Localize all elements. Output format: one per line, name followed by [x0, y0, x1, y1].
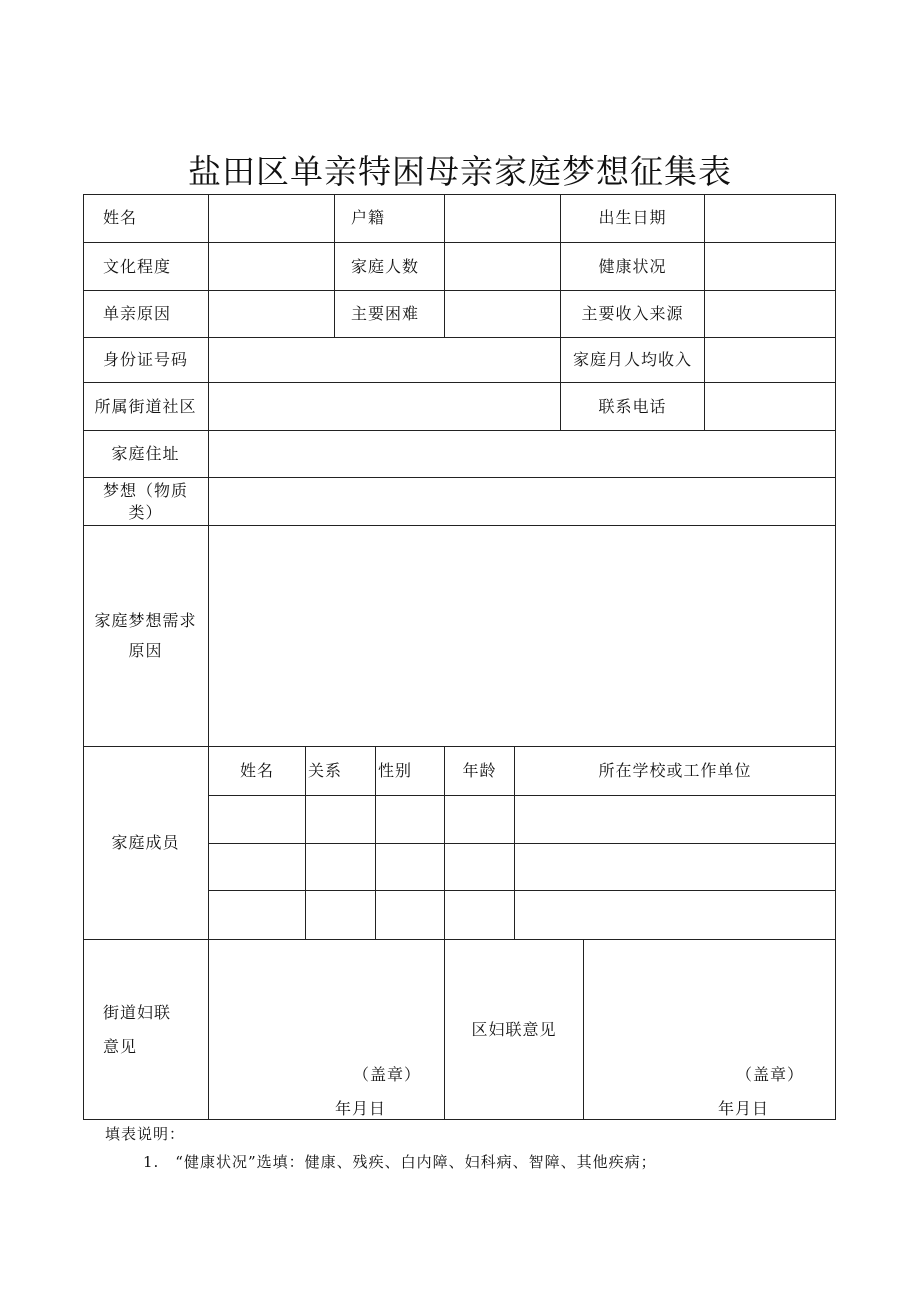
page-title: 盐田区单亲特困母亲家庭梦想征集表 — [188, 152, 732, 192]
label-street-community: 所属街道社区 — [83, 383, 209, 431]
label-id-number: 身份证号码 — [83, 338, 209, 383]
label-dream-material — [83, 478, 209, 526]
input-name[interactable] — [209, 194, 335, 243]
notes-heading: 填表说明： — [105, 1125, 186, 1143]
label-phone: 联系电话 — [561, 383, 705, 431]
input-phone[interactable] — [705, 383, 836, 431]
label-street-opinion-text: 街道妇联意见 — [103, 1002, 172, 1056]
label-main-difficulty: 主要困难 — [335, 291, 445, 338]
label-street-opinion — [83, 940, 209, 1120]
street-opinion-seal: （盖章） — [353, 1065, 422, 1084]
input-birth-date[interactable] — [705, 194, 836, 243]
input-single-parent-reason[interactable] — [209, 291, 335, 338]
note-item: 1. “健康状况”选填：健康、残疾、白内障、妇科病、智障、其他疾病； — [143, 1153, 657, 1171]
member-row-2-relation[interactable] — [306, 844, 376, 891]
member-header-relation: 关系 — [306, 747, 376, 796]
member-row-1-relation[interactable] — [306, 796, 376, 844]
member-header-age: 年龄 — [445, 747, 515, 796]
member-row-2-workplace[interactable] — [515, 844, 836, 891]
label-name: 姓名 — [83, 194, 209, 243]
member-row-2-name[interactable] — [209, 844, 306, 891]
label-address: 家庭住址 — [83, 431, 209, 478]
label-monthly-income: 家庭月人均收入 — [561, 338, 705, 383]
member-row-3-name[interactable] — [209, 891, 306, 940]
label-single-parent-reason: 单亲原因 — [83, 291, 209, 338]
label-health: 健康状况 — [561, 243, 705, 291]
input-dream-reason[interactable] — [209, 526, 836, 747]
input-main-income-source[interactable] — [705, 291, 836, 338]
member-row-2-age[interactable] — [445, 844, 515, 891]
member-header-workplace: 所在学校或工作单位 — [515, 747, 836, 796]
member-row-1-workplace[interactable] — [515, 796, 836, 844]
input-education[interactable] — [209, 243, 335, 291]
label-main-income-source: 主要收入来源 — [561, 291, 705, 338]
district-opinion-box[interactable] — [584, 940, 836, 1120]
input-main-difficulty[interactable] — [445, 291, 561, 338]
district-opinion-seal: （盖章） — [736, 1065, 805, 1084]
label-household-size: 家庭人数 — [335, 243, 445, 291]
label-dream-material-text: 梦想（物质类） — [102, 480, 188, 522]
application-form — [83, 194, 836, 1120]
member-header-name: 姓名 — [209, 747, 306, 796]
label-birth-date: 出生日期 — [561, 194, 705, 243]
input-id-number[interactable] — [209, 338, 561, 383]
member-row-3-age[interactable] — [445, 891, 515, 940]
label-hukou: 户籍 — [335, 194, 445, 243]
member-row-1-age[interactable] — [445, 796, 515, 844]
input-monthly-income[interactable] — [705, 338, 836, 383]
label-district-opinion: 区妇联意见 — [445, 940, 584, 1120]
member-row-2-gender[interactable] — [376, 844, 445, 891]
input-hukou[interactable] — [445, 194, 561, 243]
input-dream-material[interactable] — [209, 478, 836, 526]
member-row-3-workplace[interactable] — [515, 891, 836, 940]
input-household-size[interactable] — [445, 243, 561, 291]
street-opinion-date: 年月日 — [335, 1099, 387, 1118]
input-street-community[interactable] — [209, 383, 561, 431]
member-row-3-relation[interactable] — [306, 891, 376, 940]
member-row-3-gender[interactable] — [376, 891, 445, 940]
input-health[interactable] — [705, 243, 836, 291]
member-header-gender: 性别 — [376, 747, 445, 796]
district-opinion-date: 年月日 — [718, 1099, 770, 1118]
street-opinion-box[interactable] — [209, 940, 445, 1120]
member-row-1-name[interactable] — [209, 796, 306, 844]
label-education: 文化程度 — [83, 243, 209, 291]
member-row-1-gender[interactable] — [376, 796, 445, 844]
input-address[interactable] — [209, 431, 836, 478]
label-family-members: 家庭成员 — [83, 747, 209, 940]
label-dream-reason-text: 家庭梦想需求原因 — [94, 611, 197, 660]
label-dream-reason — [83, 526, 209, 747]
